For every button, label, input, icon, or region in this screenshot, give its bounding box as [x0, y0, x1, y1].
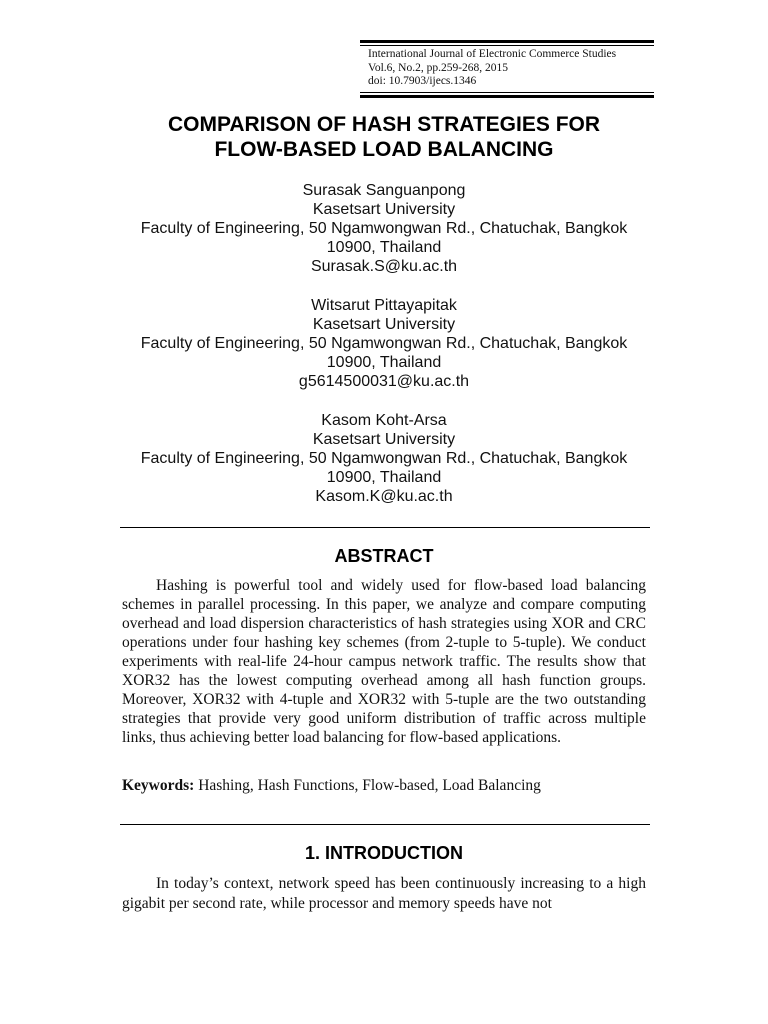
author-name: Surasak Sanguanpong	[302, 182, 466, 199]
paper-title	[0, 112, 768, 162]
author-email: g5614500031@ku.ac.th	[298, 373, 470, 390]
author-block-2	[0, 296, 768, 391]
author-email: Kasom.K@ku.ac.th	[315, 488, 453, 505]
abstract-text: Hashing is powerful tool and widely used for flow-based load balancing schemes in parallel processing. In this paper, we analyze and compare computing overhead and load dispersion characteristics of hash strategies using XOR and CRC operations under four hashing key schemes (from 2-tuple to 5-tuple). We conduct experiments with real-life 24-hour campus network traffic. The results show that XOR32 has the lowest computing overhead among all hash function groups. Moreover, XOR32 with 4-tuple and XOR32 with 5-tuple are the two outstanding strategies that provide very good uniform distribution of traffic across multiple links, thus achieving better load balancing for flow-based applications.	[122, 577, 646, 746]
journal-volume: Vol.6, No.2, pp.259-268, 2015	[368, 61, 509, 74]
introduction-heading: 1. INTRODUCTION	[304, 843, 463, 863]
author-email: Surasak.S@ku.ac.th	[310, 258, 458, 275]
author-university: Kasetsart University	[312, 431, 456, 448]
journal-doi: doi: 10.7903/ijecs.1346	[368, 75, 477, 87]
author-name: Kasom Koht-Arsa	[321, 412, 447, 429]
author-block-1	[0, 181, 768, 276]
author-postal: 10900, Thailand	[326, 469, 442, 486]
author-address: Faculty of Engineering, 50 Ngamwongwan Rd., Chatuchak, Bangkok	[140, 220, 628, 237]
journal-name: International Journal of Electronic Commerce Studies	[368, 48, 617, 60]
keywords-text: Hashing, Hash Functions, Flow-based, Load Balancing	[198, 777, 541, 794]
author-university: Kasetsart University	[312, 316, 456, 333]
paper-title-line-1: COMPARISON OF HASH STRATEGIES FOR	[167, 113, 601, 136]
author-address: Faculty of Engineering, 50 Ngamwongwan Rd., Chatuchak, Bangkok	[140, 335, 628, 352]
author-name: Witsarut Pittayapitak	[311, 297, 457, 314]
author-postal: 10900, Thailand	[326, 239, 442, 256]
author-university: Kasetsart University	[312, 201, 456, 218]
journal-info-box	[360, 40, 654, 98]
author-postal: 10900, Thailand	[326, 354, 442, 371]
abstract-heading: ABSTRACT	[334, 546, 434, 566]
paper-title-line-2: FLOW-BASED LOAD BALANCING	[214, 138, 554, 161]
author-block-3	[0, 411, 768, 506]
divider-bottom	[120, 824, 650, 825]
divider-top	[120, 527, 650, 528]
keywords-label: Keywords:	[122, 777, 199, 794]
author-address: Faculty of Engineering, 50 Ngamwongwan Rd., Chatuchak, Bangkok	[140, 450, 628, 467]
keywords-line	[122, 776, 646, 795]
introduction-text: In today’s context, network speed has been continuously increasing to a high gigabit per second rate, while processor and memory speeds have not	[122, 875, 646, 912]
